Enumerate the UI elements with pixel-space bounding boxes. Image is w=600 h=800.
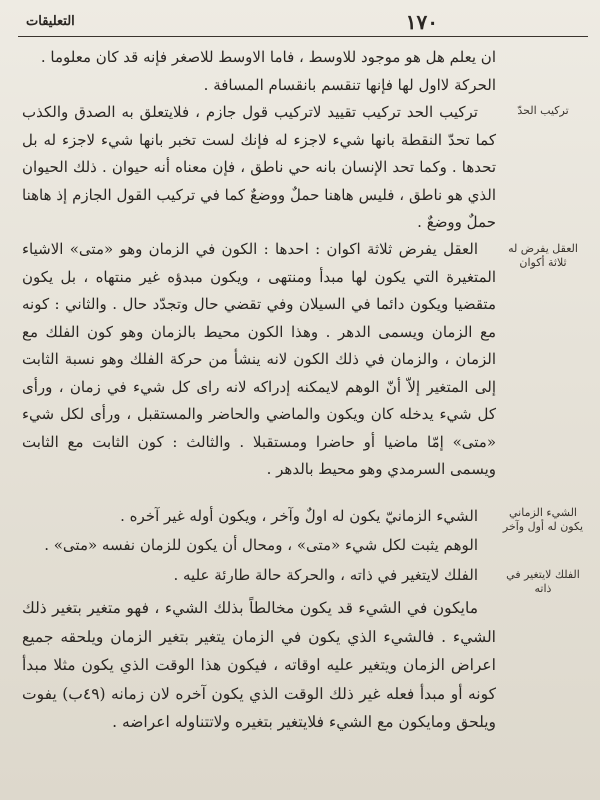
margin-note-composition: تركيب الحدّ [517, 104, 569, 117]
margin-note-sphere: الفلك لايتغير في ذاته [506, 568, 580, 595]
paragraph-sphere [22, 562, 496, 590]
paragraph-eternity [22, 236, 496, 484]
paragraph-composition-text: تركيب الحد تركيب تقييد لاتركيب قول جازم ، فلايتعلق به الصدق والكذب كما تحدّ النقطة بانها شيء لاجزء له فإنك لست تخبر بانها شيء لاجزء له بل تحدها . وكما تحد الإنسان بانه حي ناطق ، فإن معناه أنه حيوان . ذلك الحيوان الذي هو ناطق ، فليس هاهنا حملٌ ووضعٌ كما في تركيب القول الجازم إذ هاهنا حملٌ ووضعٌ . [22, 103, 496, 231]
opening-line-1: ان يعلم هل هو موجود للاوسط ، فاما الاوسط للاصغر فإنه قد كان معلوما . [40, 48, 496, 66]
margin-note-temporal: الشيء الزماني يكون له أول وآخر [502, 506, 584, 533]
running-head [18, 8, 588, 37]
paragraph-eternity-text: العقل يفرض ثلاثة اكوان : احدها : الكون في الزمان وهو «متى» الاشياء المتغيرة التي يكون لها مبدأ ومنتهى ، ويكون مبدؤه غير منتهاه ، بل يكون متقضيا ويكون دائما في السيلان وفي تقضي حال وتجدّد حال . والثاني : كونه مع الزمان ويسمى الدهر . وهذا الكون محيط بالزمان وهو كون الفلك مع الزمان ، والزمان في ذلك الكون لانه ينشأ من حركة الفلك وهو نسبة الثابت إلى المتغير إلاّ أنّ الوهم لايمكنه إدراكه لانه راى كل شيء في زمان ، ورأى كل شيء يدخله كان ويكون والماضي والحاضر والمستقبل ، ورأى لكل شيء «متى» إمّا ماضيا أو حاضرا ومستقبلا . والثالث : كون الثابت مع الثابت ويسمى السرمدي وهو محيط بالدهر . [22, 240, 496, 478]
opening-text [22, 44, 496, 99]
book-page [18, 6, 588, 796]
paragraph-composition [22, 99, 496, 237]
paragraph-illusion [22, 532, 496, 560]
opening-line-2: الحركة لااول لها فإنها تنقسم بانقسام المسافة . [203, 75, 496, 94]
paragraph-temporal-text: الشيء الزمانيّ يكون له اولٌ وآخر ، ويكون أوله غير آخره . [120, 507, 478, 525]
paragraph-closing [22, 594, 496, 737]
paragraph-closing-text: مايكون في الشيء قد يكون مخالطاً بذلك الشيء ، فهو متغير بتغير ذلك الشيء . فالشيء الذي يكون في الزمان يتغير بتغير الزمان ويلحقه جميع اعراض الزمان ويتغير عليه اوقاته ، فيكون هذا الوقت الذي يكون مثلا مبدأ كونه أو مبدأ فعله غير ذلك الوقت الذي يكون آخره لان زمانه (٤٩ب) يفوت ويلحق ومايكون مع الشيء فلايتغير بتغيره ولاتتناوله اعراضه . [22, 599, 496, 731]
margin-note-eternity: العقل يفرض له ثلاثة أكوان [508, 242, 578, 269]
paragraph-temporal [22, 503, 496, 531]
paragraph-sphere-text: الفلك لايتغير في ذاته ، والحركة حالة طارئة عليه . [173, 566, 478, 584]
paragraph-illusion-text: الوهم يثبت لكل شيء «متى» ، ومحال أن يكون للزمان نفسه «متى» . [44, 536, 478, 554]
running-title: التعليقات [26, 14, 75, 29]
page-number: ١٧٠ [405, 10, 438, 34]
